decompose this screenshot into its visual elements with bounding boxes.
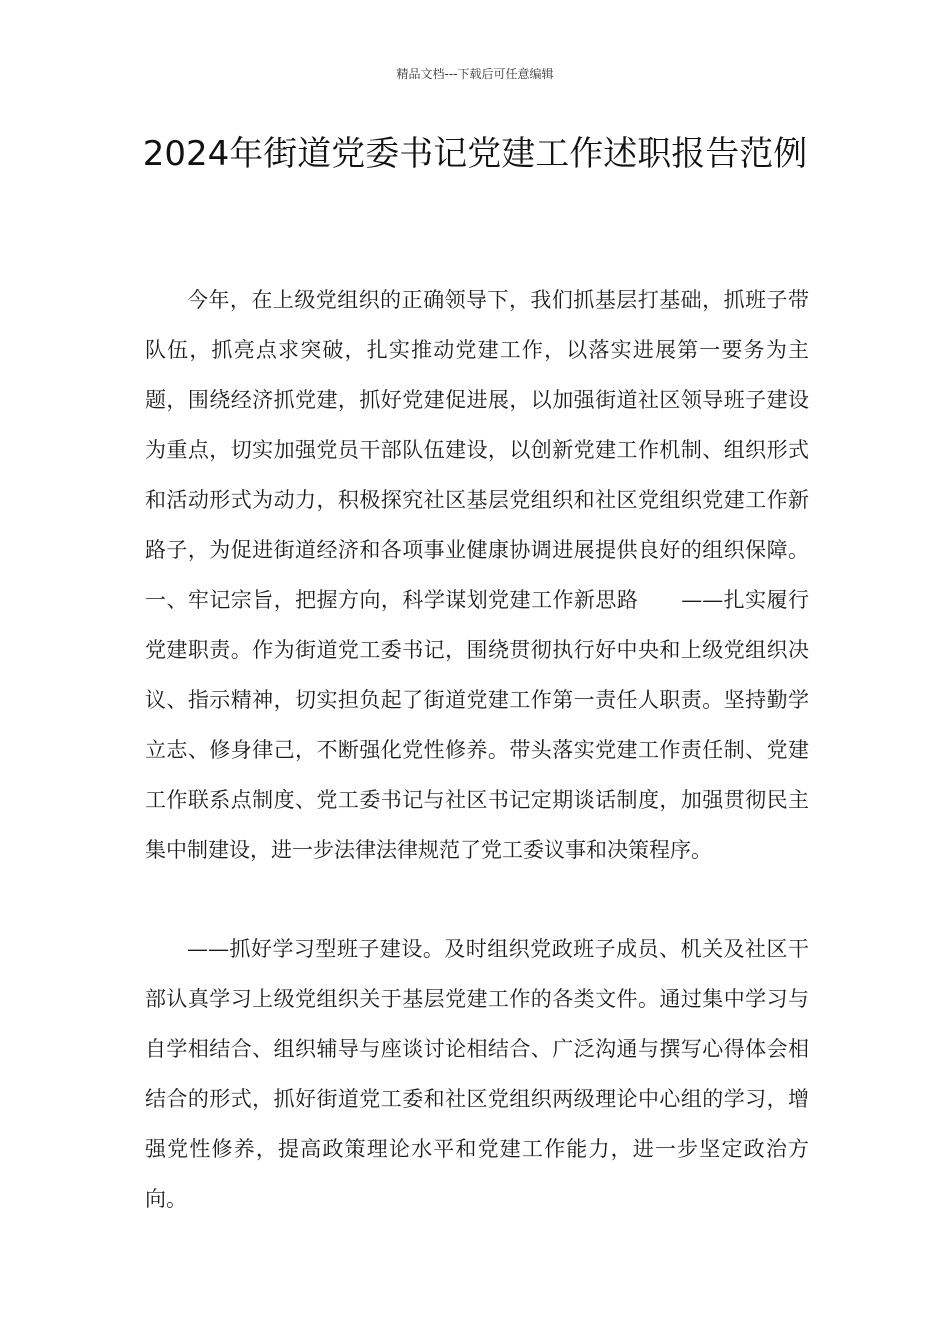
paragraph-1-block: [145, 275, 809, 875]
document-title: 2024年街道党委书记党建工作述职报告范例: [142, 134, 808, 174]
paragraph-2-block: [145, 924, 809, 1224]
paragraph-1: 今年，在上级党组织的正确领导下，我们抓基层打基础，抓班子带队伍，抓亮点求突破，扎实推动党建工作，以落实进展第一要务为主题，围绕经济抓党建，抓好党建促进展，以加强街道社区领导班子建设为重点，切实加强党员干部队伍建设，以创新党建工作机制、组织形式和活动形式为动力，积极探究社区基层党组织和社区党组织党建工作新路子，为促进街道经济和各项事业健康协调进展提供良好的组织保障。一、牢记宗旨，把握方向，科学谋划党建工作新思路 ——扎实履行党建职责。作为街道党工委书记，围绕贯彻执行好中央和上级党组织决议、指示精神，切实担负起了街道党建工作第一责任人职责。坚持勤学立志、修身律己，不断强化党性修养。带头落实党建工作责任制、党建工作联系点制度、党工委书记与社区书记定期谈话制度，加强贯彻民主集中制建设，进一步法律法律规范了党工委议事和决策程序。: [145, 288, 809, 862]
paragraph-2: ——抓好学习型班子建设。及时组织党政班子成员、机关及社区干部认真学习上级党组织关于基层党建工作的各类文件。通过集中学习与自学相结合、组织辅导与座谈讨论相结合、广泛沟通与撰写心得体会相结合的形式，抓好街道党工委和社区党组织两级理论中心组的学习，增强党性修养，提高政策理论水平和党建工作能力，进一步坚定政治方向。: [145, 937, 809, 1211]
header-note: 精品文档---下载后可任意编辑: [396, 67, 554, 81]
